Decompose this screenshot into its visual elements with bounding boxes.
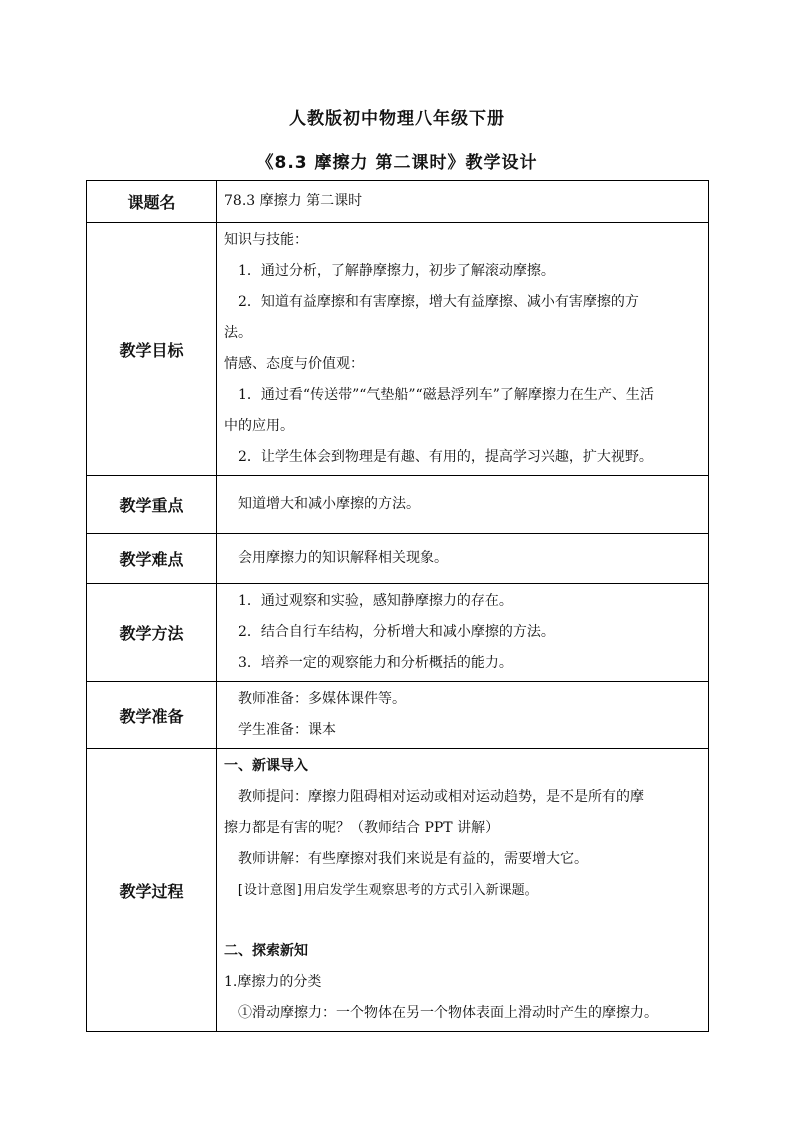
goals-line: 情感、态度与价值观： <box>224 356 364 372</box>
goals-line: 法。 <box>224 325 252 341</box>
row-key-points <box>87 476 709 534</box>
label-goals: 教学目标 <box>87 223 217 476</box>
design-intent: [设计意图]用启发学生观察思考的方式引入新课题。 <box>236 883 538 898</box>
goals-line: 中的应用。 <box>224 418 294 434</box>
process-line: 教师讲解：有些摩擦对我们来说是有益的，需要增大它。 <box>238 851 588 867</box>
row-goals <box>87 223 709 476</box>
topic-value: 78.3 摩擦力 第二课时 <box>217 181 709 223</box>
preparation-line: 学生准备：课本 <box>238 722 336 738</box>
key-points-value: 知道增大和减小摩擦的方法。 <box>217 476 709 534</box>
preparation-content <box>217 682 709 749</box>
row-methods <box>87 584 709 682</box>
label-key-points: 教学重点 <box>87 476 217 534</box>
document-title: 人教版初中物理八年级下册 <box>289 109 505 129</box>
process-line: 教师提问：摩擦力阻碍相对运动或相对运动趋势，是不是所有的摩 <box>238 789 644 805</box>
methods-line: 3．培养一定的观察能力和分析概括的能力。 <box>238 655 513 671</box>
difficulties-value: 会用摩擦力的知识解释相关现象。 <box>217 534 709 584</box>
methods-content <box>217 584 709 682</box>
process-line: 1.摩擦力的分类 <box>224 974 322 990</box>
methods-line: 2．结合自行车结构，分析增大和减小摩擦的方法。 <box>238 624 555 640</box>
label-difficulties: 教学难点 <box>87 534 217 584</box>
label-preparation: 教学准备 <box>87 682 217 749</box>
section-heading: 一、新课导入 <box>224 758 308 774</box>
spacer <box>224 906 704 936</box>
label-process: 教学过程 <box>87 749 217 1032</box>
goals-line: 1．通过看“传送带”“气垫船”“磁悬浮列车”了解摩擦力在生产、生活 <box>238 387 654 403</box>
label-topic: 课题名 <box>87 181 217 223</box>
row-preparation <box>87 682 709 749</box>
label-methods: 教学方法 <box>87 584 217 682</box>
process-line: 擦力都是有害的呢？（教师结合 PPT 讲解） <box>224 820 500 836</box>
process-content <box>217 749 709 1032</box>
row-difficulties <box>87 534 709 584</box>
goals-line: 2．知道有益摩擦和有害摩擦，增大有益摩擦、减小有害摩擦的方 <box>238 294 639 310</box>
goals-line: 1．通过分析，了解静摩擦力，初步了解滚动摩擦。 <box>238 263 555 279</box>
goals-content <box>217 223 709 476</box>
row-process <box>87 749 709 1032</box>
methods-line: 1．通过观察和实验，感知静摩擦力的存在。 <box>238 593 513 609</box>
document-subtitle: 《8.3 摩擦力 第二课时》教学设计 <box>256 153 538 173</box>
goals-line: 2．让学生体会到物理是有趣、有用的，提高学习兴趣，扩大视野。 <box>238 449 653 465</box>
row-topic <box>87 181 709 223</box>
preparation-line: 教师准备：多媒体课件等。 <box>238 691 406 707</box>
process-line: ①滑动摩擦力：一个物体在另一个物体表面上滑动时产生的摩擦力。 <box>238 1005 658 1021</box>
lesson-plan-table <box>86 180 709 1032</box>
goals-line: 知识与技能： <box>224 232 308 248</box>
section-heading: 二、探索新知 <box>224 943 308 959</box>
